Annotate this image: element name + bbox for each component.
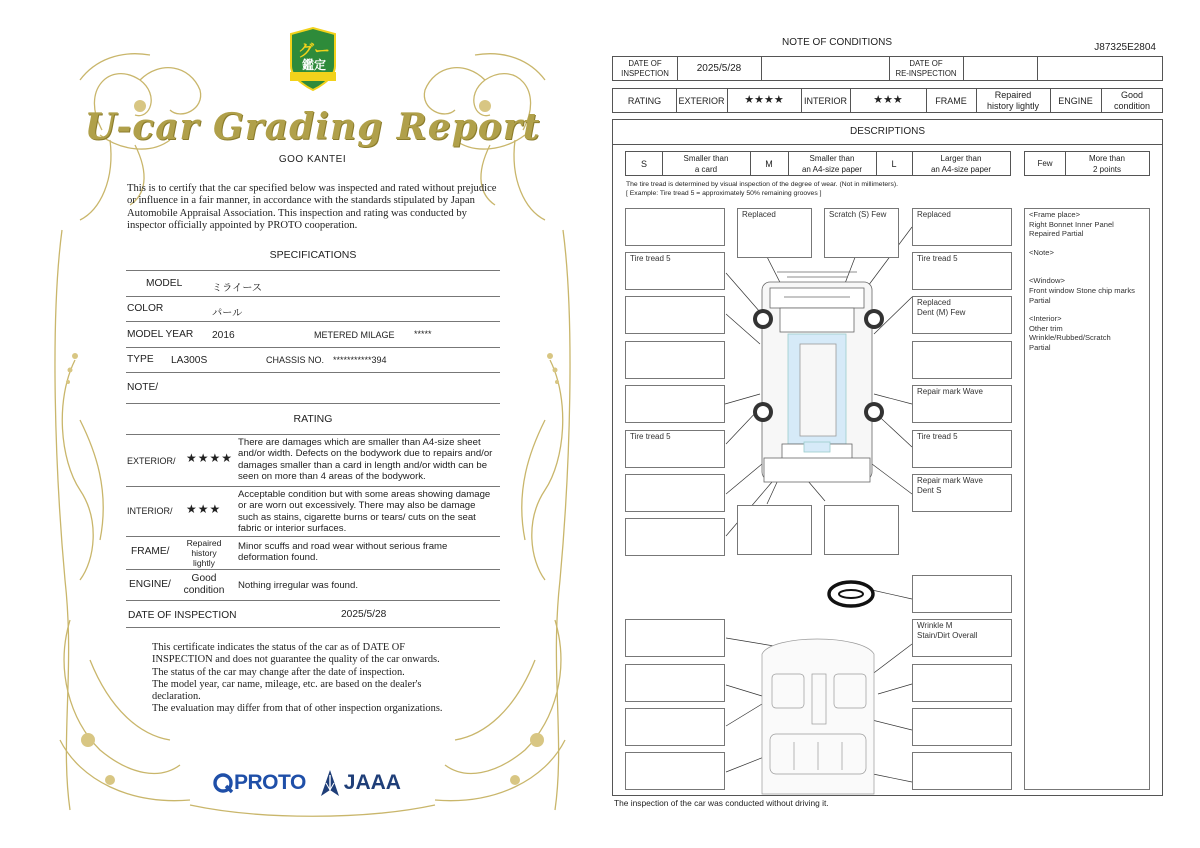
badge-bottom-text: 鑑定 xyxy=(301,58,326,72)
note-of-conditions xyxy=(612,34,1164,814)
engine-description: Nothing irregular was found. xyxy=(238,580,358,591)
proto-logo: PROTO xyxy=(212,771,306,795)
note-box-top-mid-left: Replaced xyxy=(737,208,812,258)
note-box-left-5 xyxy=(625,385,725,423)
window-item: Front window Stone chip marks xyxy=(1029,285,1135,295)
note-box-left-9 xyxy=(625,619,725,657)
exterior-stars: ★★★★ xyxy=(186,451,234,465)
note-box-right-tire-rear: Tire tread 5 xyxy=(912,430,1012,468)
color-value: パール xyxy=(212,308,243,319)
model-year-label: MODEL YEAR xyxy=(127,329,194,340)
interior-label: INTERIOR xyxy=(803,96,847,106)
note-box-right-7: Repair mark Wave Dent S xyxy=(912,474,1012,512)
interior-heading: <Interior> xyxy=(1029,314,1062,324)
note-box-bottom-mid-right xyxy=(824,505,899,555)
note-box-left-8 xyxy=(625,518,725,556)
jaaa-emblem-icon xyxy=(320,769,340,797)
engine-value: Good condition xyxy=(1113,90,1151,111)
divider xyxy=(126,627,500,628)
document-id: J87325E2804 xyxy=(1094,42,1156,53)
certificate-intro: This is to certify that the car specified below was inspected and rated without prejudice or influence in a fair manner, in accordance with the standards stipulated by Japan Automobile Appraisal Association. This inspection and rating was conducted by inspector officially appointed by PROTO cooperation. xyxy=(127,183,497,232)
legend-few-key: Few xyxy=(1037,159,1053,168)
exterior-description: There are damages which are smaller than A4-size sheet and/or width. Defects on the bodywork due to repairs and/or damages smaller than a card in length and/or width can be seen on more than 4 areas of the bodywork. xyxy=(238,437,493,483)
window-heading: <Window> xyxy=(1029,276,1065,286)
exterior-stars: ★★★★ xyxy=(744,94,784,106)
note-box-left-12 xyxy=(625,752,725,790)
note-box-right-5: Repair mark Wave xyxy=(912,385,1012,423)
noc-title: NOTE OF CONDITIONS xyxy=(782,37,892,48)
color-label: COLOR xyxy=(127,303,164,314)
window-extent: Partial xyxy=(1029,295,1051,305)
frame-label: FRAME xyxy=(935,96,967,106)
note-box-right-1: Replaced xyxy=(912,208,1012,246)
note-box-left-4 xyxy=(625,341,725,379)
note-box-right-4 xyxy=(912,341,1012,379)
divider xyxy=(126,434,500,435)
legend-m-desc: Smaller than an A4-size paper xyxy=(801,154,863,174)
certificate-title: U-car Grading Report xyxy=(84,106,541,148)
legend-s-key: S xyxy=(640,159,647,169)
note-box-interior-4 xyxy=(912,752,1012,790)
interior-stars: ★★★ xyxy=(186,502,222,516)
note-box-interior-3 xyxy=(912,708,1012,746)
note-box-left-10 xyxy=(625,664,725,702)
legend-l-desc: Larger than an A4-size paper xyxy=(930,154,992,174)
divider xyxy=(126,296,500,297)
descriptions-heading: DESCRIPTIONS xyxy=(849,126,925,137)
rating-label: RATING xyxy=(627,96,662,106)
note-label: NOTE/ xyxy=(127,382,159,393)
engine-label: ENGINE/ xyxy=(129,579,171,590)
certificate-subtitle: GOO KANTEI xyxy=(278,154,347,165)
note-box-left-1 xyxy=(625,208,725,246)
tread-note: The tire tread is determined by visual inspection of the degree of wear. (Not in millimeters). [ Example: Tire tread 5 = approximately 50% remaining grooves ] xyxy=(626,181,898,197)
car-top-view xyxy=(762,272,872,482)
frame-place-extent: Repaired Partial xyxy=(1029,229,1084,239)
note-box-interior-2 xyxy=(912,664,1012,702)
metered-milage-label: METERED MILAGE xyxy=(314,330,395,340)
inspection-footnote: The inspection of the car was conducted without driving it. xyxy=(614,798,829,808)
divider xyxy=(126,403,500,404)
interior-label: INTERIOR/ xyxy=(127,506,173,516)
engine-label: ENGINE xyxy=(1058,96,1093,106)
divider xyxy=(126,486,500,487)
chassis-no-label: CHASSIS NO. xyxy=(266,355,325,365)
date-of-inspection-label: DATE OF INSPECTION xyxy=(621,59,669,78)
model-year-value: 2016 xyxy=(212,330,235,341)
frame-label: FRAME/ xyxy=(131,546,170,557)
frame-description: Minor scuffs and road wear without serious frame deformation found. xyxy=(238,541,448,564)
exterior-label: EXTERIOR/ xyxy=(127,456,176,466)
frame-place-item: Right Bonnet Inner Panel xyxy=(1029,219,1114,229)
note-box-left-tire-front: Tire tread 5 xyxy=(625,252,725,290)
interior-condition: Wrinkle/Rubbed/Scratch xyxy=(1029,333,1111,343)
note-box-left-11 xyxy=(625,708,725,746)
model-value: ミライース xyxy=(212,283,263,294)
badge-top-text: グー xyxy=(297,43,330,60)
frame-place-heading: <Frame place> xyxy=(1029,210,1081,219)
note-heading: <Note> xyxy=(1029,247,1054,257)
grading-certificate xyxy=(40,20,585,825)
type-label: TYPE xyxy=(127,354,154,365)
exterior-label: EXTERIOR xyxy=(678,96,725,106)
note-box-interior-1: Wrinkle M Stain/Dirt Overall xyxy=(912,619,1012,657)
note-box-top-mid-right: Scratch (S) Few xyxy=(824,208,899,258)
divider xyxy=(126,569,500,570)
jaaa-logo: JAAA xyxy=(320,769,401,797)
type-value: LA300S xyxy=(171,355,208,366)
divider xyxy=(126,347,500,348)
legend-l-key: L xyxy=(891,159,897,169)
divider xyxy=(126,321,500,322)
proto-q-icon xyxy=(212,772,234,794)
frame-value: Repaired history lightly xyxy=(186,538,222,568)
engine-value: Good condition xyxy=(183,573,225,596)
note-box-right-3: Replaced Dent (M) Few xyxy=(912,296,1012,334)
frame-value: Repaired history lightly xyxy=(986,90,1040,111)
divider xyxy=(126,372,500,373)
metered-milage-value: ***** xyxy=(414,329,432,339)
side-notes xyxy=(1024,208,1150,790)
divider xyxy=(126,536,500,537)
date-of-inspection-label: DATE OF INSPECTION xyxy=(128,610,237,621)
legend-few-desc: More than 2 points xyxy=(1088,154,1126,174)
legend-m-key: M xyxy=(765,159,773,169)
divider xyxy=(126,270,500,271)
note-box-right-tire-front: Tire tread 5 xyxy=(912,252,1012,290)
note-box-bottom-mid-left xyxy=(737,505,812,555)
specifications-heading: SPECIFICATIONS xyxy=(269,249,357,261)
interior-item: Other trim xyxy=(1029,323,1063,333)
legend-s-desc: Smaller than a card xyxy=(683,154,729,174)
car-interior-view xyxy=(762,639,874,794)
date-of-inspection-value: 2025/5/28 xyxy=(696,63,742,74)
divider xyxy=(126,600,500,601)
re-inspection-label: DATE OF RE-INSPECTION xyxy=(895,59,957,78)
interior-description: Acceptable condition but with some areas showing damage or are worn out excessively. There may also be damage such as stains, cigarette burns or tears/ cuts on the seat fabric or interior surfaces. xyxy=(238,489,491,535)
model-label: MODEL xyxy=(146,278,183,289)
steering-wheel-icon xyxy=(829,582,873,606)
note-box-left-7 xyxy=(625,474,725,512)
interior-extent: Partial xyxy=(1029,342,1051,352)
date-of-inspection-value: 2025/5/28 xyxy=(341,609,387,620)
chassis-no-value: ***********394 xyxy=(333,355,387,365)
note-box-left-tire-rear: Tire tread 5 xyxy=(625,430,725,468)
sponsor-logos xyxy=(212,768,401,798)
note-box-steering xyxy=(912,575,1012,613)
rating-heading: RATING xyxy=(293,413,333,425)
interior-stars: ★★★ xyxy=(873,94,903,106)
note-box-left-3 xyxy=(625,296,725,334)
certificate-footer: This certificate indicates the status of the car as of DATE OF INSPECTION and does not guarantee the quality of the car onwards. The status of the car may change after the date of inspection. The model year, car name, mileage, etc. are based on the dealer's declaration. The evaluation may differ from that of other inspection organizations. xyxy=(152,642,443,715)
